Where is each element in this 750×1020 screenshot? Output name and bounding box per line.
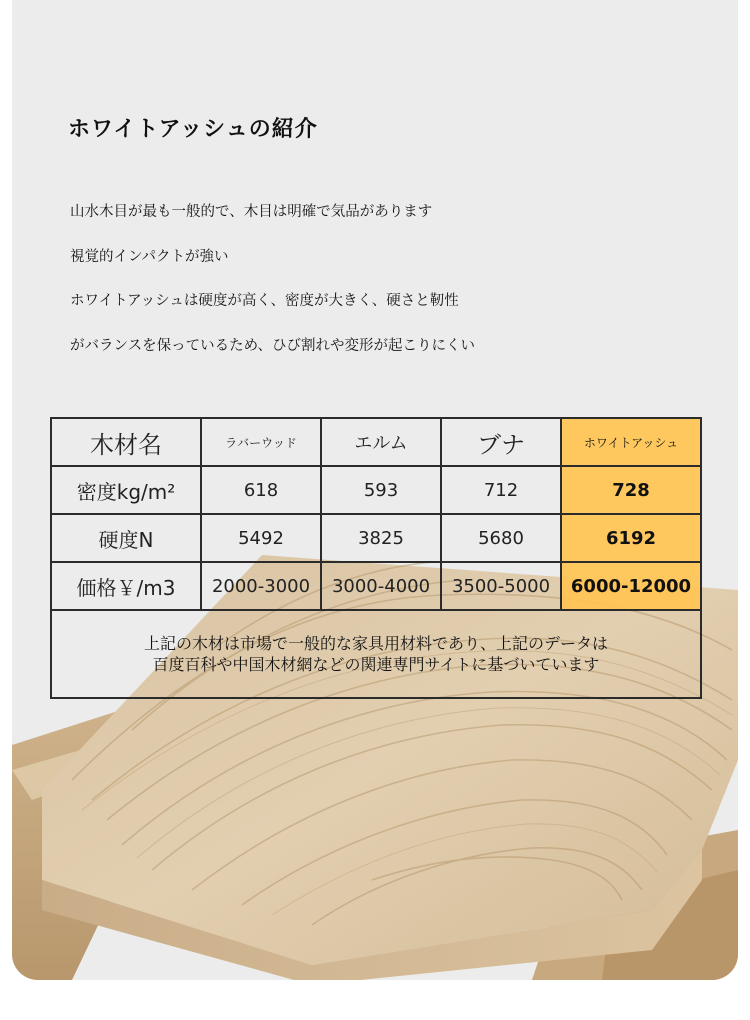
- table-note: [51, 610, 701, 698]
- table-row-density: [51, 466, 701, 514]
- header-beech: ブナ: [441, 418, 561, 466]
- table-row-hardness: [51, 514, 701, 562]
- table-cell-highlight: 6000-12000: [561, 562, 701, 610]
- table-cell-highlight: 728: [561, 466, 701, 514]
- section-title: ホワイトアッシュの紹介: [68, 117, 318, 142]
- header-white-ash: ホワイトアッシュ: [561, 418, 701, 466]
- description-line-1: 山水木目が最も一般的で、木目は明確で気品があります: [70, 204, 433, 220]
- note-line-2: 百度百科や中国木材網などの関連専門サイトに基づいています: [152, 655, 600, 674]
- table-cell: 2000-3000: [201, 562, 321, 610]
- header-wood-name: 木材名: [51, 418, 201, 466]
- row-label-hardness: 硬度N: [51, 514, 201, 562]
- row-label-price: 価格￥/m3: [51, 562, 201, 610]
- table-cell: 3000-4000: [321, 562, 441, 610]
- table-cell-highlight: 6192: [561, 514, 701, 562]
- table-cell: 5492: [201, 514, 321, 562]
- table-cell: 3500-5000: [441, 562, 561, 610]
- table-note-row: [51, 610, 701, 698]
- table-cell: 593: [321, 466, 441, 514]
- table-cell: 618: [201, 466, 321, 514]
- description-line-2: 視覚的インパクトが強い: [70, 249, 229, 265]
- description-line-4: がバランスを保っているため、ひび割れや変形が起こりにくい: [70, 338, 475, 354]
- header-elm: エルム: [321, 418, 441, 466]
- product-card: [12, 0, 738, 980]
- table-header-row: [51, 418, 701, 466]
- row-label-density: 密度kg/m²: [51, 466, 201, 514]
- table-cell: 5680: [441, 514, 561, 562]
- table-cell: 712: [441, 466, 561, 514]
- description-line-3: ホワイトアッシュは硬度が高く、密度が大きく、硬さと靭性: [70, 293, 459, 309]
- table-cell: 3825: [321, 514, 441, 562]
- wood-comparison-table: [50, 417, 702, 699]
- note-line-1: 上記の木材は市場で一般的な家具用材料であり、上記のデータは: [143, 634, 608, 653]
- header-rubberwood: ラバーウッド: [201, 418, 321, 466]
- table-row-price: [51, 562, 701, 610]
